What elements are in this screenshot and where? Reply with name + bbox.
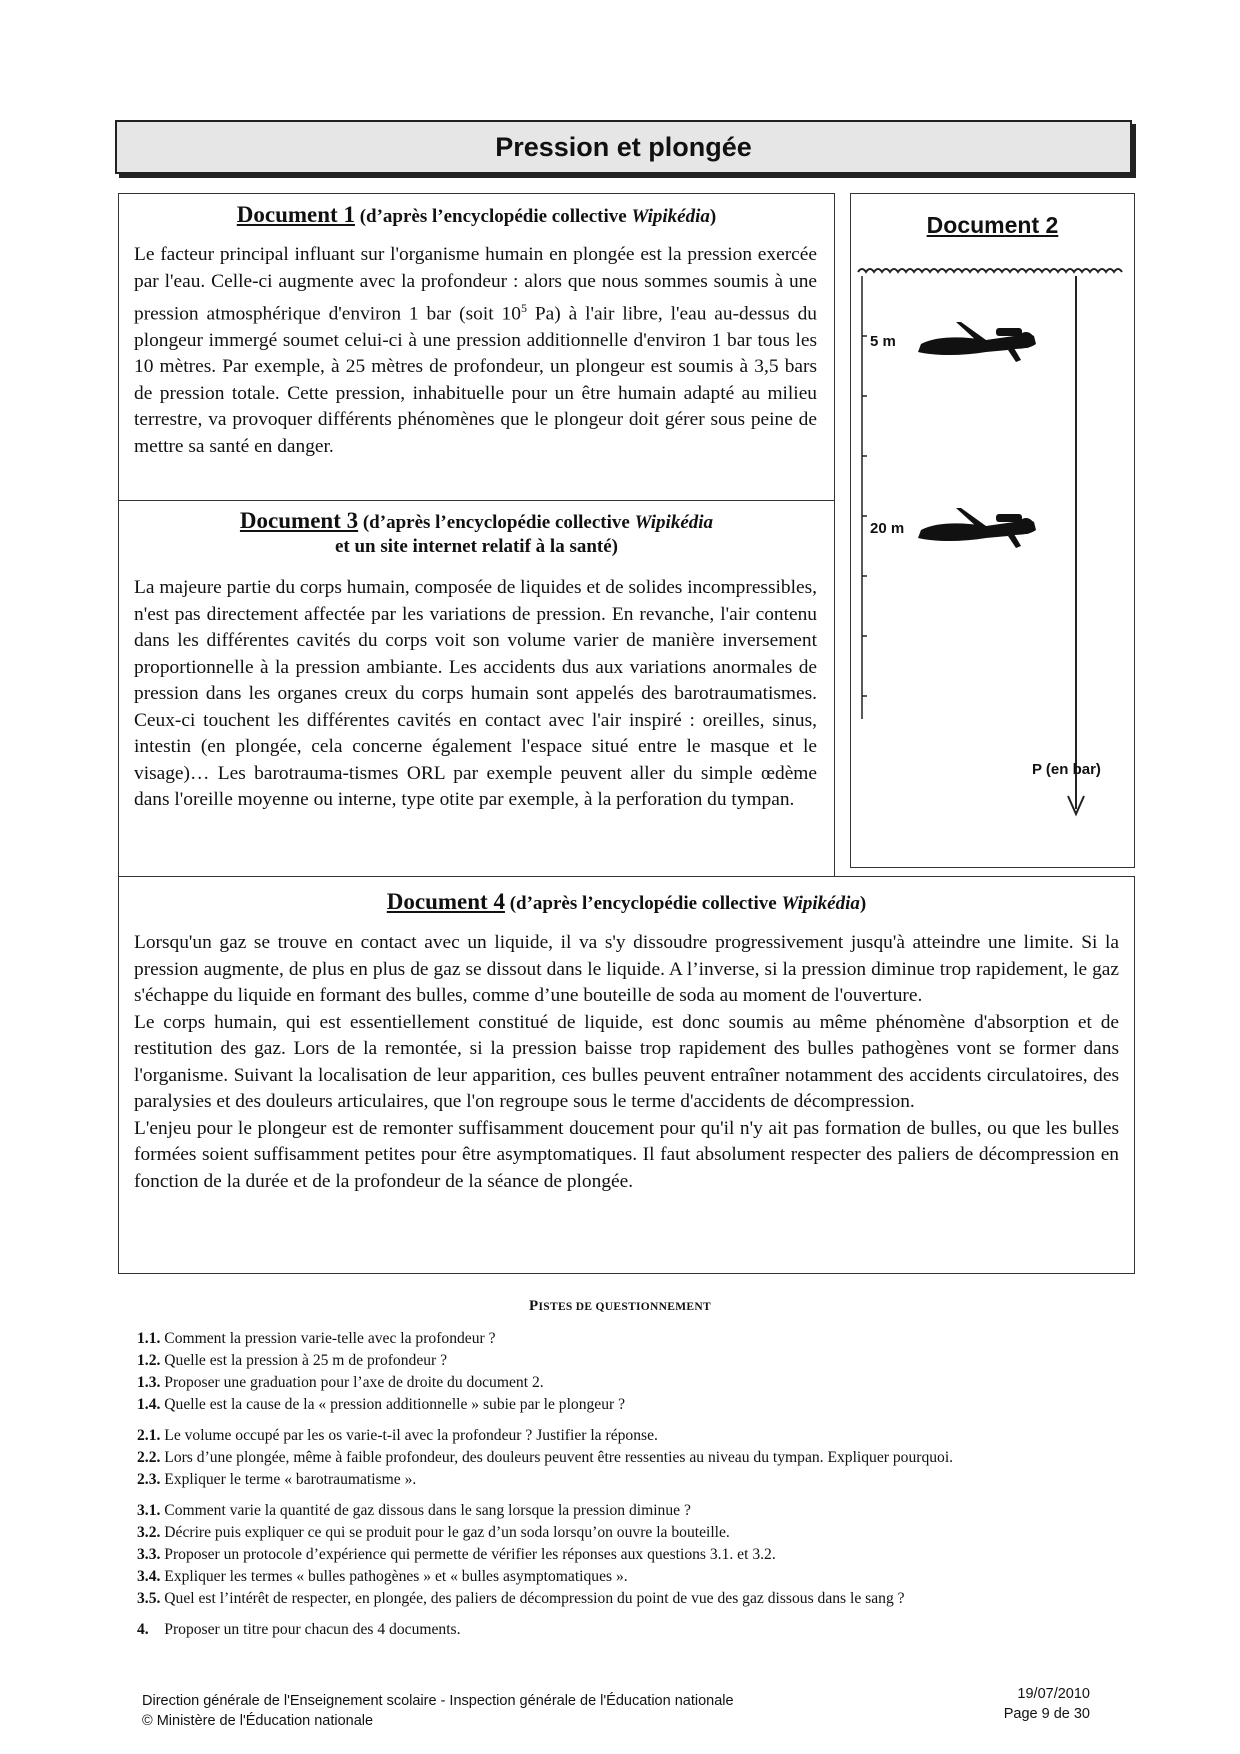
document-1-box (118, 193, 835, 501)
question-3-3: 3.3. Proposer un protocole d’expérience qui permette de vérifier les réponses aux questions 3.1. et 3.2. (137, 1546, 776, 1563)
question-1-3: 1.3. Proposer une graduation pour l’axe de droite du document 2. (137, 1374, 544, 1391)
document-3-text: La majeure partie du corps humain, composée de liquides et de solides incompressibles, n'est pas directement affectée par les variations de pression. En revanche, l'air contenu dans les différentes cavités du corps voit son volume varier de manière inversement proportionnelle à la pression ambiante. Les accidents dus aux variations anormales de pression dans les organes creux du corps humain sont appelés des barotraumatismes. Ceux-ci touchent les différentes cavités en contact avec l'air inspiré : oreilles, sinus, intestin (en plongée, cela concerne également l'espace situé entre le masque et le visage)… Les barotrauma-tismes ORL par exemple peuvent aller du simple œdème dans l'oreille moyenne ou interne, type otite par exemple, à la perforation du tympan. (134, 577, 817, 810)
document-1-text: Le facteur principal influant sur l'organisme humain en plongée est la pression exercée par l'eau. Celle-ci augmente avec la profondeur : alors que nous sommes soumis à une pression atmosphérique d'environ 1 bar (soit $10^5$ Pa) à l'air libre, l'eau au-dessus du plongeur immergé soumet celui-ci à une pression additionnelle d'environ 1 bar tous les 10 mètres. Par exemple, à 25 mètres de profondeur, un plongeur est soumis à 3,5 bars de pression totale. Cette pression, inhabituelle pour un être humain adapté au milieu terrestre, va provoquer différents phénomènes que le plongeur doit gérer sous peine de mettre sa santé en danger. (134, 244, 817, 457)
question-2-2: 2.2. Lors d’une plongée, même à faible profondeur, des douleurs peuvent être ressenties au niveau du tympan. Expliquer pourquoi. (137, 1449, 954, 1466)
document-4-box (118, 876, 1135, 1274)
document-3-name: Document 3 (239, 508, 359, 533)
page-title: Pression et plongée (495, 131, 752, 162)
footer-left (142, 1691, 734, 1731)
footer-line1: Direction générale de l'Enseignement scolaire - Inspection générale de l'Éducation nationale (142, 1693, 734, 1709)
footer-line2: © Ministère de l'Éducation nationale (142, 1713, 374, 1729)
document-3-heading: Document 3 (d’après l’encyclopédie collective Wipikédia et un site internet relatif à la santé) (239, 508, 714, 557)
question-2-1: 2.1. Le volume occupé par les os varie-t-il avec la profondeur ? Justifier la réponse. (137, 1427, 658, 1444)
question-3-4: 3.4. Expliquer les termes « bulles pathogènes » et « bulles asymptomatiques ». (137, 1568, 628, 1585)
document-4-heading: Document 4 (d’après l’encyclopédie collective Wipikédia) (386, 889, 867, 914)
document-4-name: Document 4 (386, 889, 505, 914)
question-3-2: 3.2. Décrire puis expliquer ce qui se produit pour le gaz d’un soda lorsqu’on ouvre la bouteille. (137, 1524, 730, 1541)
depth-label-20m: 20 m (870, 520, 905, 537)
question-4: 4. Proposer un titre pour chacun des 4 documents. (137, 1621, 461, 1638)
depth-label-5m: 5 m (870, 333, 896, 350)
question-1-4: 1.4. Quelle est la cause de la « pression additionnelle » subie par le plongeur ? (137, 1396, 626, 1413)
pressure-axis-label: P (en bar) (1032, 761, 1101, 778)
footer-date: 19/07/2010 (1017, 1686, 1090, 1702)
question-1-2: 1.2. Quelle est la pression à 25 m de profondeur ? (137, 1352, 448, 1369)
diver-5m-icon (918, 322, 1036, 362)
document-3-box (118, 500, 835, 877)
document-1-heading: Document 1 (d’après l’encyclopédie collective Wipikédia) (236, 202, 717, 227)
footer-page: Page 9 de 30 (1003, 1706, 1090, 1722)
question-3-1: 3.1. Comment varie la quantité de gaz dissous dans le sang lorsque la pression diminue ? (137, 1502, 691, 1519)
document-2-box (850, 193, 1135, 868)
question-2-3: 2.3. Expliquer le terme « barotraumatisme ». (137, 1471, 417, 1488)
diver-20m-icon (918, 508, 1036, 548)
water-surface (858, 269, 1122, 272)
document-2-name: Document 2 (926, 212, 1059, 238)
question-3-5: 3.5. Quel est l’intérêt de respecter, en plongée, des paliers de décompression du point de vue des gaz dissous dans le sang ? (137, 1590, 905, 1607)
document-4-text: Lorsqu'un gaz se trouve en contact avec un liquide, il va s'y dissoudre progressivement jusqu'à atteindre une limite. Si la pression augmente, de plus en plus de gaz se dissout dans le liquide. A l’inverse, si la pression diminue trop rapidement, le gaz s'échappe du liquide en formant des bulles, comme d’une bouteille de soda au moment de l'ouverture. Le corps humain, qui est essentiellement constitué de liquide, est donc soumis au même phénomène d'absorption et de restitution des gaz. Lors de la remontée, si la pression baisse trop rapidement des bulles pathogènes vont se former dans l'organisme. Suivant la localisation de leur apparition, ces bulles peuvent entraîner notamment des accidents circulatoires, des paralysies et des douleurs articulaires, que l'on regroupe sous le terme d'accidents de décompression. L'enjeu pour le plongeur est de remonter suffisamment doucement pour qu'il n'y ait pas formation de bulles, ou que les bulles formées soient suffisamment petites pour être asymptomatiques. Il faut absolument respecter des paliers de décompression en fonction de la durée et de la profondeur de la séance de plongée. (134, 932, 1119, 1192)
questions-list (137, 1328, 1137, 1641)
page-title-box (115, 120, 1132, 174)
document-1-name: Document 1 (236, 202, 355, 227)
question-1-1: 1.1. Comment la pression varie-telle avec la profondeur ? (137, 1330, 496, 1347)
footer-right (980, 1684, 1090, 1724)
questions-title: PISTES DE QUESTIONNEMENT (529, 1298, 711, 1314)
